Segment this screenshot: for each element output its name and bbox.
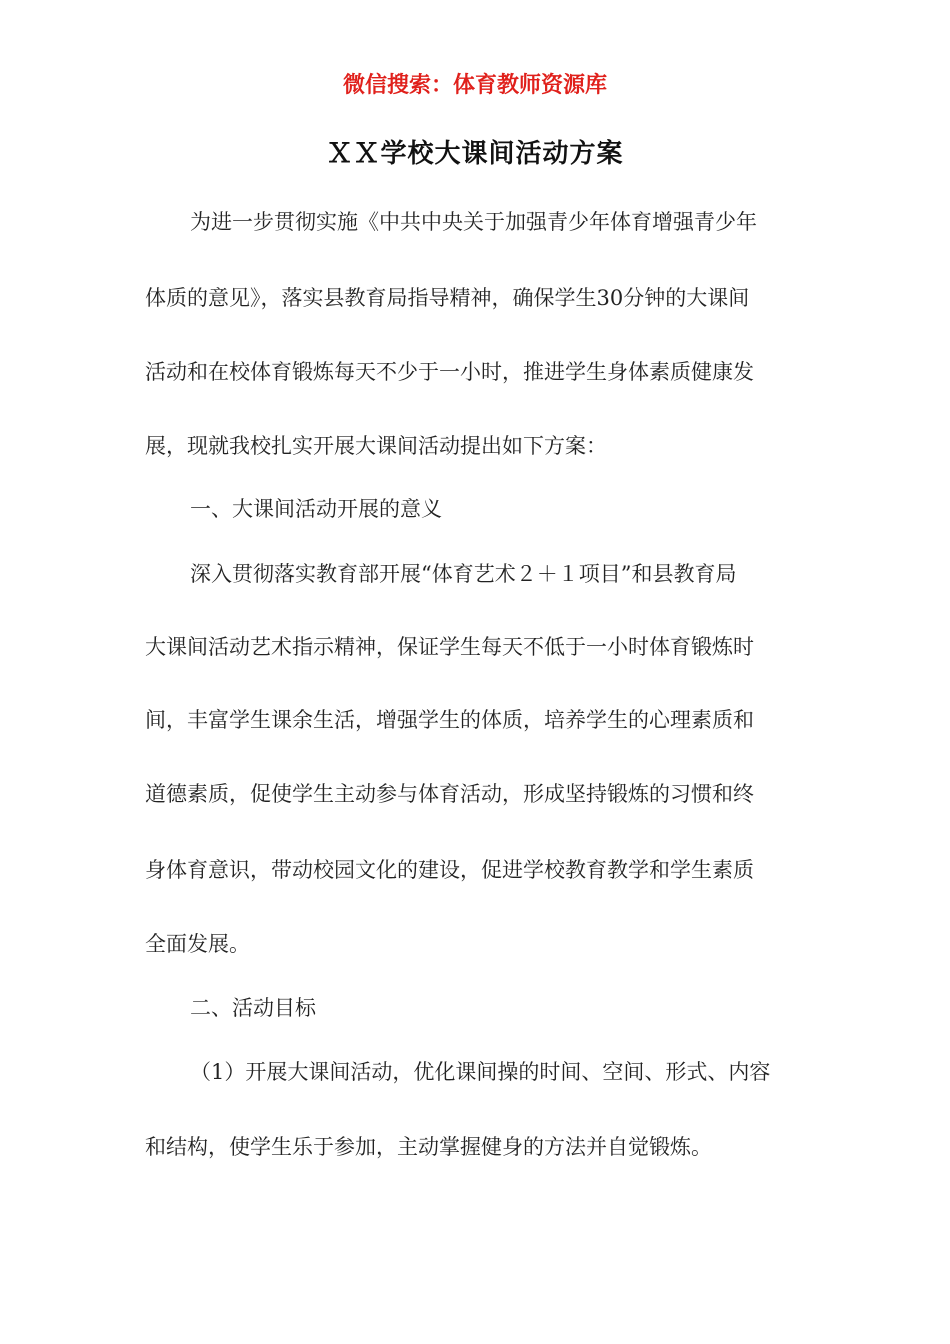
- wechat-search-banner: 微信搜索：体育教师资源库: [342, 73, 607, 98]
- paragraph-line: 身体育意识，带动校园文化的建设，促进学校教育教学和学生素质: [145, 858, 754, 882]
- paragraph-line: 和结构，使学生乐于参加，主动掌握健身的方法并自觉锻炼。: [145, 1135, 712, 1159]
- paragraph-line: 大课间活动艺术指示精神，保证学生每天不低于一小时体育锻炼时: [145, 635, 754, 659]
- paragraph-line: 深入贯彻落实教育部开展“体育艺术２＋１项目”和县教育局: [190, 562, 737, 586]
- page-title: ＸＸ学校大课间活动方案: [326, 139, 624, 169]
- paragraph-line: 活动和在校体育锻炼每天不少于一小时，推进学生身体素质健康发: [145, 360, 754, 384]
- paragraph-line: 体质的意见》，落实县教育局指导精神，确保学生30分钟的大课间: [145, 286, 750, 310]
- paragraph-line: 全面发展。: [145, 932, 250, 956]
- paragraph-line: 展，现就我校扎实开展大课间活动提出如下方案：: [145, 434, 607, 458]
- section-heading: 二、活动目标: [190, 996, 316, 1020]
- paragraph-line: 为进一步贯彻实施《中共中央关于加强青少年体育增强青少年: [190, 210, 757, 234]
- paragraph-line: 道德素质，促使学生主动参与体育活动，形成坚持锻炼的习惯和终: [145, 782, 754, 806]
- paragraph-line: 间，丰富学生课余生活，增强学生的体质，培养学生的心理素质和: [145, 708, 754, 732]
- section-heading: 一、大课间活动开展的意义: [190, 497, 442, 521]
- paragraph-line: （1）开展大课间活动，优化课间操的时间、空间、形式、内容: [190, 1060, 771, 1084]
